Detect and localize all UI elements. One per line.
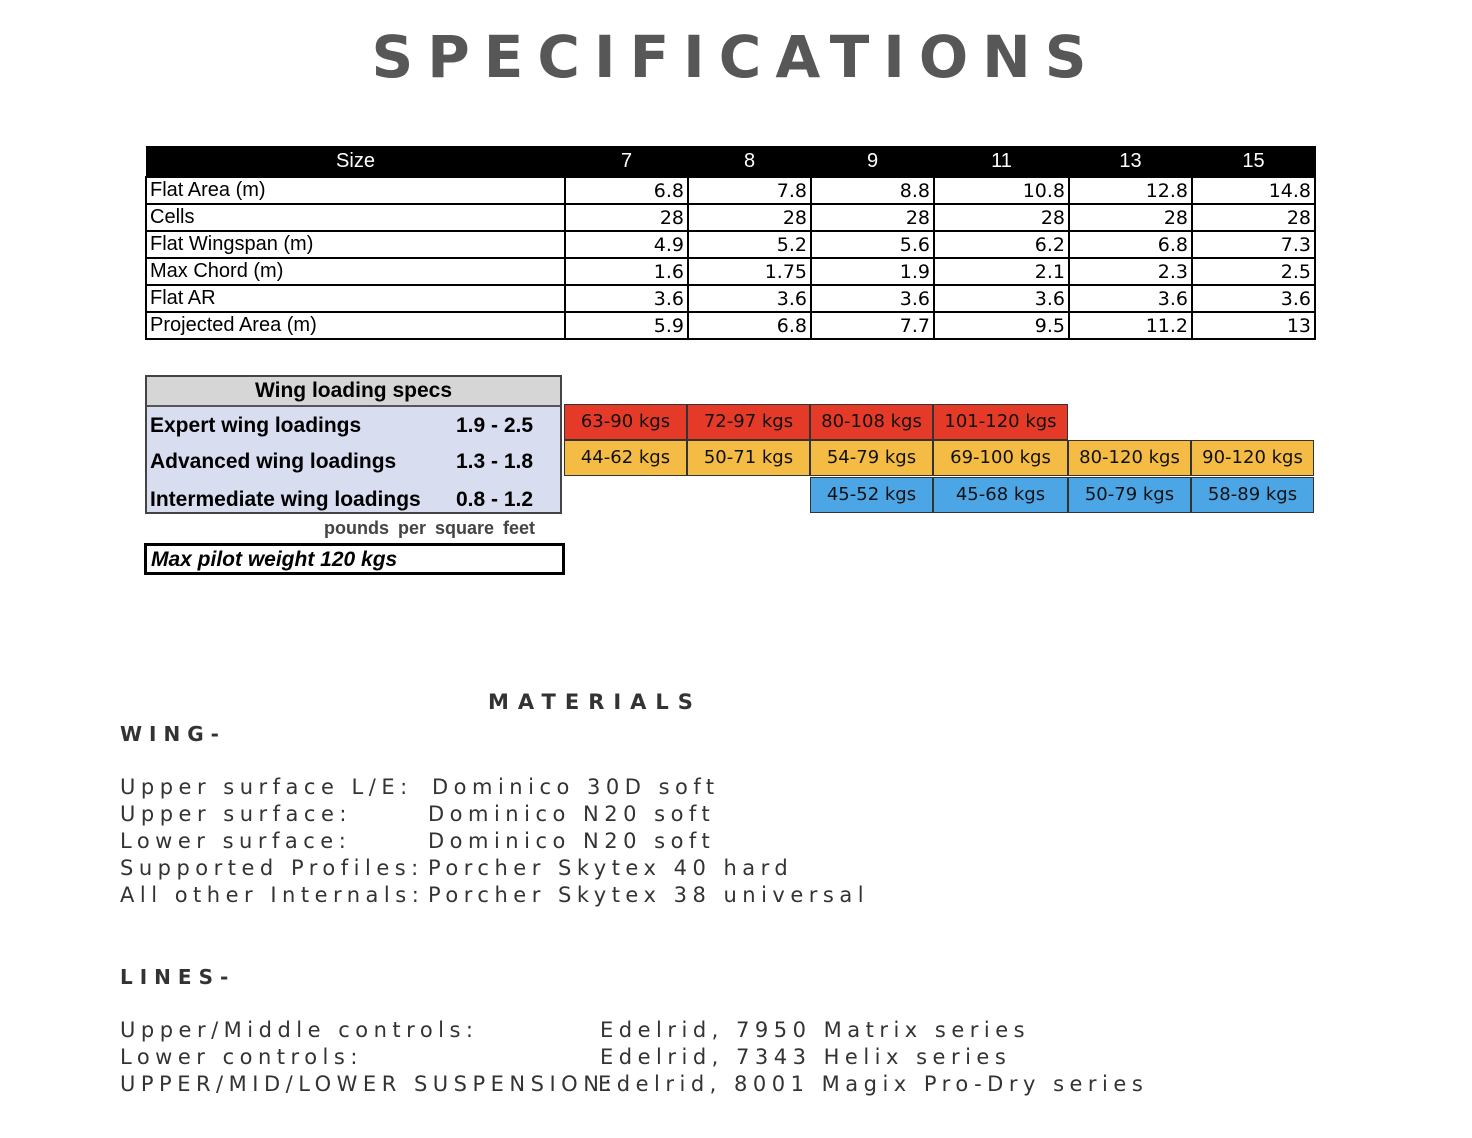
- table-cell: 10.8: [934, 177, 1069, 204]
- table-cell: 6.8: [565, 177, 688, 204]
- wing-material-line: [120, 856, 794, 880]
- advanced-level: [150, 450, 534, 474]
- advanced-range-cell: 44-62 kgs: [564, 440, 687, 476]
- material-part: Upper surface:: [120, 802, 352, 826]
- table-row: [146, 258, 1315, 285]
- wing-loading-legend: [145, 375, 562, 514]
- table-cell: 3.6: [565, 285, 688, 312]
- table-cell: 3.6: [811, 285, 934, 312]
- table-cell: 3.6: [1192, 285, 1315, 312]
- advanced-range-cell: 50-71 kgs: [687, 440, 810, 476]
- expert-range-cell: 63-90 kgs: [564, 404, 687, 440]
- row-label: Flat Wingspan (m): [146, 231, 565, 258]
- table-cell: 9.5: [934, 312, 1069, 339]
- advanced-range-cell: 69-100 kgs: [933, 440, 1068, 476]
- material-value: Dominico 30D soft: [432, 775, 720, 799]
- row-label: Max Chord (m): [146, 258, 565, 285]
- wing-material-line: [120, 829, 716, 853]
- row-label: Flat AR: [146, 285, 565, 312]
- level-label: Intermediate wing loadings: [150, 488, 421, 511]
- page-title: SPECIFICATIONS: [371, 23, 1101, 91]
- materials-title: MATERIALS: [488, 690, 702, 714]
- wing-material-line: [120, 802, 716, 826]
- table-cell: 7.7: [811, 312, 934, 339]
- table-cell: 2.5: [1192, 258, 1315, 285]
- wing-material-line: [120, 883, 870, 907]
- advanced-range-cell: 80-120 kgs: [1068, 440, 1191, 476]
- advanced-range-cell: 54-79 kgs: [810, 440, 933, 476]
- intermediate-level: [150, 488, 534, 512]
- table-row: [146, 285, 1315, 312]
- lines-material-line: [120, 1072, 1149, 1096]
- material-value: Edelrid, 7343 Helix series: [600, 1045, 1012, 1069]
- wing-loading-heading: Wing loading specs: [147, 377, 560, 407]
- table-row: [146, 177, 1315, 204]
- size-column-header: 9: [811, 147, 934, 178]
- material-value: Porcher Skytex 40 hard: [428, 856, 794, 880]
- material-part: Supported Profiles:: [120, 856, 424, 880]
- material-part: Upper surface L/E:: [120, 775, 413, 799]
- intermediate-range-cell: 45-68 kgs: [933, 477, 1068, 513]
- table-header-row: [146, 147, 1315, 178]
- intermediate-range-cell: 58-89 kgs: [1191, 477, 1314, 513]
- material-part: All other Internals:: [120, 883, 425, 907]
- table-cell: 28: [811, 204, 934, 231]
- specifications-table: [145, 146, 1316, 340]
- expert-range-cell: 72-97 kgs: [687, 404, 810, 440]
- table-cell: 1.9: [811, 258, 934, 285]
- lines-heading: LINES-: [120, 965, 236, 989]
- table-cell: 3.6: [688, 285, 811, 312]
- table-cell: 28: [688, 204, 811, 231]
- material-value: Edelrid, 7950 Matrix series: [600, 1018, 1031, 1042]
- table-cell: 28: [1069, 204, 1192, 231]
- level-label: Advanced wing loadings: [150, 450, 397, 473]
- material-part: UPPER/MID/LOWER SUSPENSION:: [120, 1072, 617, 1096]
- level-range: 1.3 - 1.8: [456, 450, 534, 473]
- max-pilot-weight: Max pilot weight 120 kgs: [144, 543, 565, 575]
- wing-material-line: [120, 775, 720, 799]
- table-cell: 5.9: [565, 312, 688, 339]
- expert-range-cell: 101-120 kgs: [933, 404, 1068, 440]
- table-cell: 6.8: [1069, 231, 1192, 258]
- level-label: Expert wing loadings: [150, 414, 362, 437]
- material-part: Upper/Middle controls:: [120, 1018, 479, 1042]
- table-cell: 11.2: [1069, 312, 1192, 339]
- table-cell: 6.2: [934, 231, 1069, 258]
- table-cell: 2.3: [1069, 258, 1192, 285]
- table-cell: 7.3: [1192, 231, 1315, 258]
- row-label: Cells: [146, 204, 565, 231]
- table-row: [146, 204, 1315, 231]
- units-note: pounds per square feet: [324, 518, 536, 538]
- table-cell: 8.8: [811, 177, 934, 204]
- material-value: Dominico N20 soft: [428, 829, 716, 853]
- row-label: Flat Area (m): [146, 177, 565, 204]
- expert-range-cell: 80-108 kgs: [810, 404, 933, 440]
- table-cell: 6.8: [688, 312, 811, 339]
- size-column-header: 7: [565, 147, 688, 178]
- material-value: Dominico N20 soft: [428, 802, 716, 826]
- table-cell: 12.8: [1069, 177, 1192, 204]
- table-cell: 5.6: [811, 231, 934, 258]
- table-cell: 1.6: [565, 258, 688, 285]
- table-cell: 28: [934, 204, 1069, 231]
- table-cell: 3.6: [1069, 285, 1192, 312]
- level-range: 1.9 - 2.5: [456, 414, 534, 437]
- table-cell: 14.8: [1192, 177, 1315, 204]
- row-label: Projected Area (m): [146, 312, 565, 339]
- expert-level: [150, 414, 534, 438]
- size-column-header: 15: [1192, 147, 1315, 178]
- table-cell: 2.1: [934, 258, 1069, 285]
- intermediate-range-cell: 45-52 kgs: [810, 477, 933, 513]
- table-cell: 5.2: [688, 231, 811, 258]
- lines-material-line: [120, 1018, 1031, 1042]
- table-row: [146, 231, 1315, 258]
- material-part: Lower controls:: [120, 1045, 363, 1069]
- size-column-header: 13: [1069, 147, 1192, 178]
- material-part: Lower surface:: [120, 829, 352, 853]
- material-value: Porcher Skytex 38 universal: [428, 883, 870, 907]
- level-range: 0.8 - 1.2: [456, 488, 534, 511]
- table-cell: 7.8: [688, 177, 811, 204]
- size-column-header: 11: [934, 147, 1069, 178]
- table-cell: 4.9: [565, 231, 688, 258]
- size-header: Size: [146, 147, 565, 178]
- table-cell: 13: [1192, 312, 1315, 339]
- intermediate-range-cell: 50-79 kgs: [1068, 477, 1191, 513]
- table-cell: 28: [565, 204, 688, 231]
- lines-material-line: [120, 1045, 1012, 1069]
- table-row: [146, 312, 1315, 339]
- table-cell: 28: [1192, 204, 1315, 231]
- advanced-range-cell: 90-120 kgs: [1191, 440, 1314, 476]
- size-column-header: 8: [688, 147, 811, 178]
- table-cell: 3.6: [934, 285, 1069, 312]
- material-value: Edelrid, 8001 Magix Pro-Dry series: [598, 1072, 1149, 1096]
- table-cell: 1.75: [688, 258, 811, 285]
- wing-heading: WING-: [120, 722, 226, 746]
